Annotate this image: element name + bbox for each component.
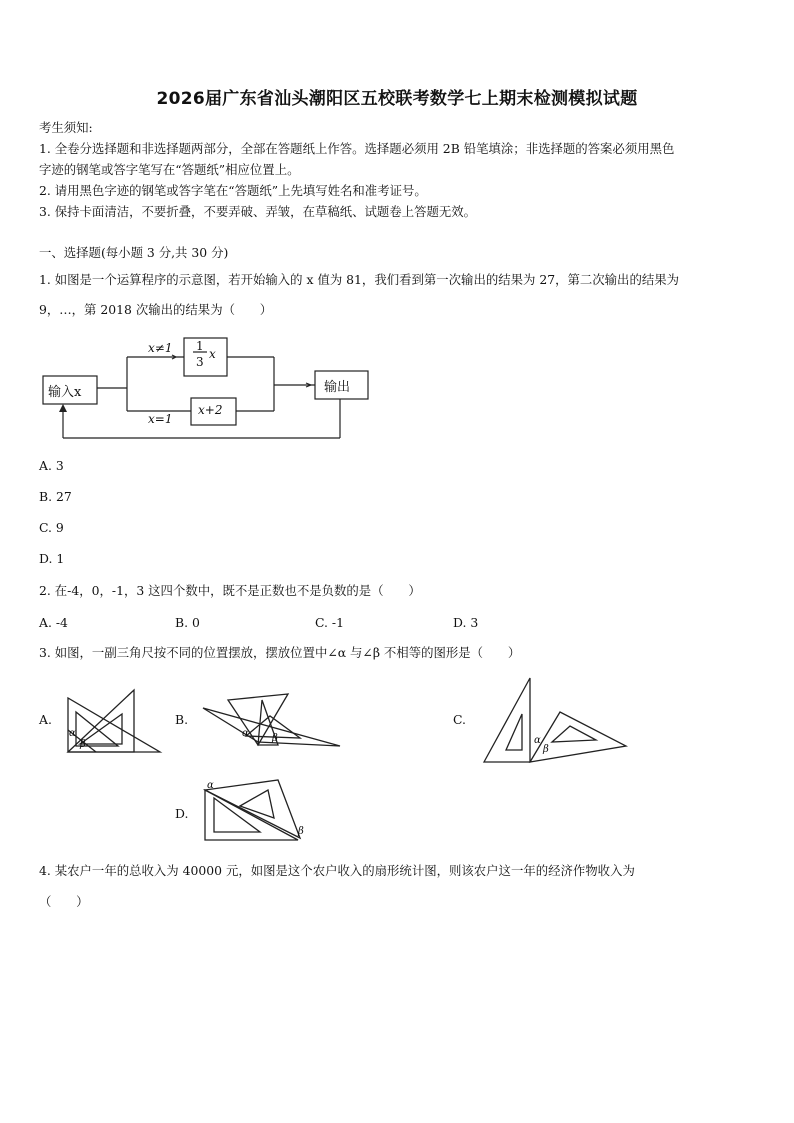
q2-option-a: A. -4: [39, 615, 68, 630]
q3-label-d: D.: [175, 806, 189, 821]
figure-d: [205, 780, 300, 840]
page-title: 2026届广东省汕头潮阳区五校联考数学七上期末检测模拟试题: [156, 89, 638, 109]
q3-label-b: B.: [175, 712, 189, 727]
q3-label-a: A.: [39, 712, 52, 727]
q1-stem-line2: 9，…，第 2018 次输出的结果为（ ）: [39, 302, 273, 317]
figure-c: [484, 678, 626, 762]
output-label: 输出: [324, 380, 351, 395]
q3-label-c: C.: [453, 712, 466, 727]
input-label: 输入x: [48, 385, 82, 400]
q2-stem: 2. 在-4，0，-1，3 这四个数中，既不是正数也不是负数的是（ ）: [39, 583, 421, 598]
notice-item-1: 1. 全卷分选择题和非选择题两部分，全部在答题纸上作答。选择题必须用 2B 铅笔填涂；非选择题的答案必须用黑色: [39, 141, 675, 156]
q3-stem: 3. 如图，一副三角尺按不同的位置摆放，摆放位置中∠α 与∠β 不相等的图形是（ ）: [39, 645, 521, 660]
fraction-numerator: 1: [196, 339, 204, 353]
notice-item-3: 3. 保持卡面清洁，不要折叠，不要弄破、弄皱，在草稿纸、试题卷上答题无效。: [39, 204, 477, 219]
q1-option-b: B. 27: [39, 489, 72, 504]
section-heading: 一、选择题(每小题 3 分,共 30 分): [39, 245, 229, 260]
q1-option-c: C. 9: [39, 520, 64, 535]
fig-a-alpha: α: [69, 728, 76, 739]
fig-d-alpha: α: [207, 780, 214, 791]
add-op-label: x+2: [198, 403, 223, 417]
fig-a-beta: β: [80, 739, 86, 750]
q1-option-d: D. 1: [39, 551, 65, 566]
condition-not-one: x≠1: [148, 341, 173, 355]
fig-c-beta: β: [543, 744, 549, 755]
notice-item-1-cont: 字迹的钢笔或答字笔写在“答题纸”相应位置上。: [39, 162, 300, 177]
q2-option-c: C. -1: [315, 615, 344, 630]
q2-option-d: D. 3: [453, 615, 479, 630]
notice-heading: 考生须知:: [39, 120, 93, 135]
q1-stem-line1: 1. 如图是一个运算程序的示意图，若开始输入的 x 值为 81，我们看到第一次输出的结果为 27，第二次输出的结果为: [39, 272, 680, 287]
fraction-variable: x: [209, 347, 216, 361]
notice-item-2: 2. 请用黑色字迹的钢笔或答字笔在“答题纸”上先填写姓名和准考证号。: [39, 183, 427, 198]
fig-c-alpha: α: [534, 735, 541, 746]
fig-b-beta: β: [272, 733, 278, 744]
fig-b-alpha: α: [242, 728, 249, 739]
fraction-denominator: 3: [196, 355, 204, 369]
q2-option-b: B. 0: [175, 615, 200, 630]
condition-one: x=1: [148, 412, 173, 426]
q1-option-a: A. 3: [39, 458, 64, 473]
q4-stem-line1: 4. 某农户一年的总收入为 40000 元，如图是这个农户收入的扇形统计图，则该农户这一年的经济作物收入为: [39, 863, 635, 878]
fig-d-beta: β: [298, 826, 304, 837]
q4-stem-line2: （ ）: [39, 894, 89, 909]
